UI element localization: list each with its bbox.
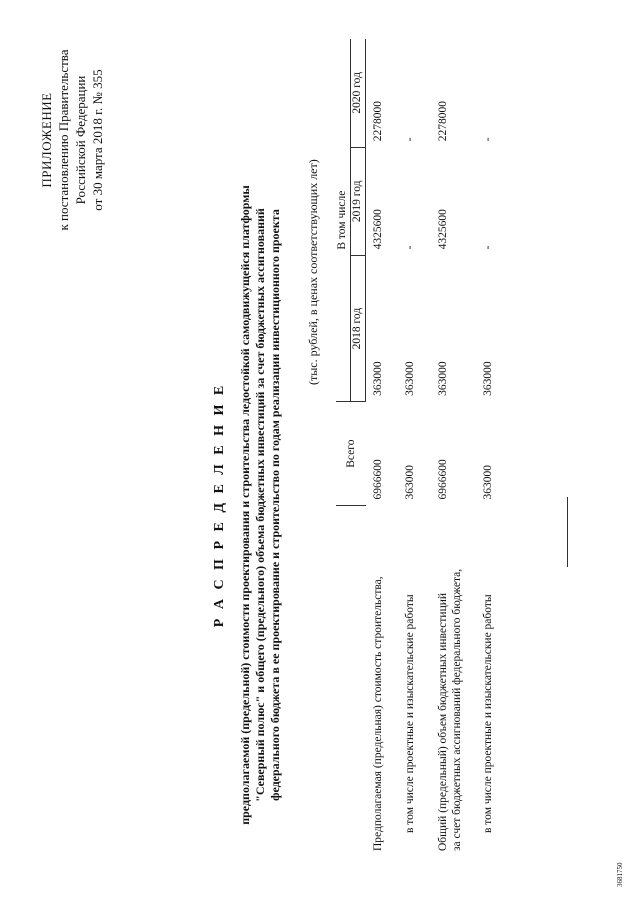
row-2020: - (404, 137, 416, 142)
header-year-2019: 2019 год (351, 147, 366, 255)
table-row (366, 39, 403, 857)
header-empty-cell (336, 505, 366, 857)
row-total: 6966600 (437, 459, 449, 500)
document-subtitle (238, 145, 283, 865)
subtitle-line-3: федерального бюджета в ее проектирование и строительство по годам реализации инвестиционного проекта (268, 209, 282, 801)
row-2018: 363000 (404, 361, 416, 396)
document-number: 3681750 (616, 862, 624, 887)
end-divider-line (567, 497, 568, 567)
row-label (434, 505, 478, 857)
header-total: Всего (336, 402, 366, 506)
row-total: 363000 (404, 464, 416, 500)
appendix-title: ПРИЛОЖЕНИЕ (39, 92, 54, 188)
appendix-line-1: к постановлению Правительства (56, 49, 71, 231)
units-note: (тыс. рублей, в ценах соответствующих лет) (306, 159, 320, 385)
header-year-2020: 2020 год (351, 39, 366, 147)
row-2019: - (482, 245, 494, 250)
row-2019: 4325600 (437, 209, 449, 250)
row-label-line-2: за счет бюджетных ассигнований федерального бюджета, (451, 568, 463, 851)
appendix-line-3: от 30 марта 2018 г. № 355 (90, 69, 105, 211)
document-title: Р А С П Р Е Д Е Л Е Н И Е (212, 382, 227, 628)
row-2020: 2278000 (437, 100, 449, 142)
distribution-table (336, 39, 506, 857)
table-row (478, 39, 506, 857)
table-row (434, 39, 478, 857)
row-2020: - (482, 137, 494, 142)
row-2018: 363000 (482, 361, 494, 396)
row-total: 6966600 (371, 459, 384, 500)
row-label: Предполагаемая (предельная) стоимость строительства, (371, 576, 384, 851)
row-total: 363000 (482, 464, 494, 500)
appendix-line-2: Российской Федерации (73, 75, 88, 205)
row-2019: 4325600 (372, 209, 384, 250)
row-2018: 363000 (437, 361, 449, 396)
header-year-2018: 2018 год (351, 255, 366, 401)
subtitle-line-1: предполагаемой (предельной) стоимости проектирования и строительства ледостойкой самодвижущейся платформы (238, 185, 252, 825)
header-including: В том числе (336, 39, 351, 402)
subtitle-line-2: "Северный полюс" и общего (предельного) объема бюджетных инвестиций за счет бюджетных ассигнований (253, 208, 267, 802)
row-2018: 363000 (372, 361, 384, 396)
table-row (402, 39, 434, 857)
appendix-block (38, 35, 106, 245)
row-label-line-1: Общий (предельный) объем бюджетных инвестиций (437, 592, 449, 851)
row-2020: 2278000 (372, 100, 384, 142)
row-label: в том числе проектные и изыскательские работы (482, 594, 494, 833)
row-label: в том числе проектные и изыскательские работы (404, 594, 416, 833)
row-2019: - (404, 245, 416, 250)
